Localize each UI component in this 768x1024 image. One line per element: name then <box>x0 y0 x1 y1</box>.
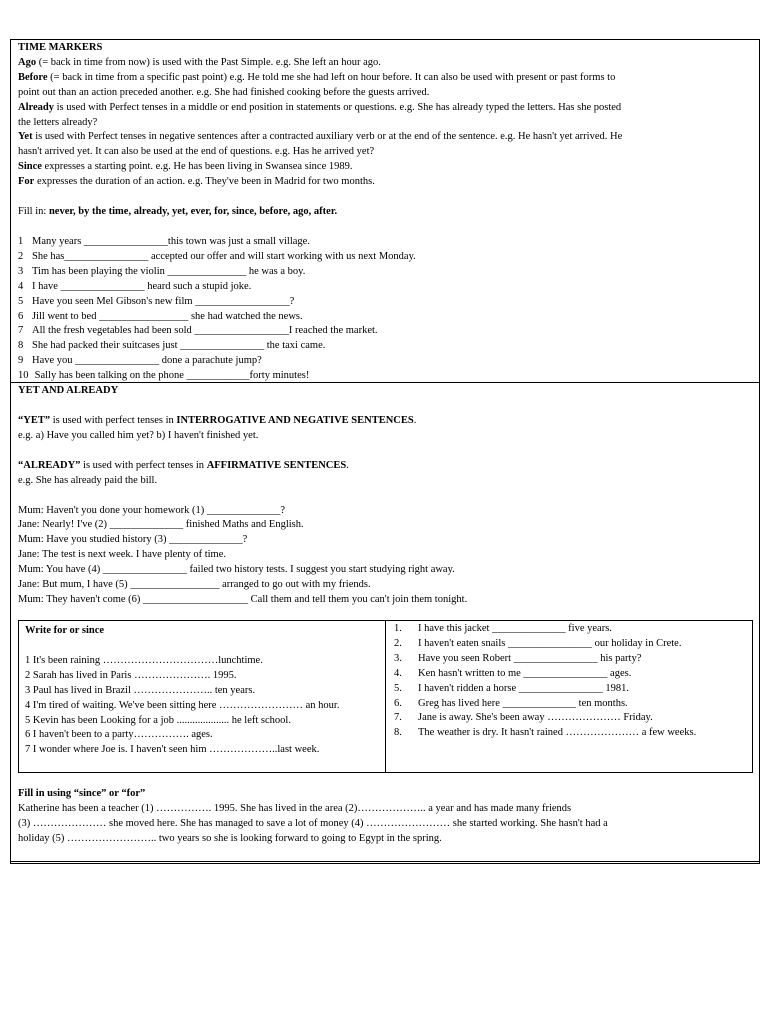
final-heading: Fill in using “since” or “for” <box>18 788 146 799</box>
section-heading-time-markers: TIME MARKERS <box>18 42 103 53</box>
for-since-right-item <box>394 711 746 726</box>
exercise-item <box>18 280 752 295</box>
for-since-table <box>18 620 753 773</box>
definition-term: Ago <box>18 56 37 68</box>
for-since-left-column <box>19 621 386 772</box>
definition-line <box>18 145 752 160</box>
definition-text: (= back in time from a specific past point) e.g. He told me she had left on hour before. It can also be used with present or past forms to <box>47 71 616 83</box>
item-number: 2. <box>394 637 402 649</box>
item-text: I have this jacket ______________ five years. <box>418 623 612 634</box>
exercise-item <box>18 295 752 310</box>
item-number: 1. <box>394 623 402 634</box>
final-paragraph <box>18 802 753 847</box>
definition-text: (= back in time from now) is used with the Past Simple. e.g. She left an hour ago. <box>36 56 381 68</box>
exercise-text: Tim has been playing the violin _______________ he was a boy. <box>32 265 306 277</box>
dialogue-line: Jane: The test is next week. I have plenty of time. <box>18 549 226 561</box>
exercise-text: She has________________ accepted our offer and will start working with us next Monday. <box>32 250 416 262</box>
since-for-paragraph-exercise <box>18 787 753 847</box>
item-text: The weather is dry. It hasn't rained ………………… a few weeks. <box>418 727 697 739</box>
definition-term: Before <box>18 71 48 83</box>
for-since-left-item: 3 Paul has lived in Brazil ………………….. ten years. <box>25 684 256 696</box>
item-number: 7. <box>394 712 402 724</box>
exercise-number: 4 <box>18 280 24 292</box>
for-since-left-item: 1 It's been raining ……………………………lunchtime. <box>25 654 263 666</box>
definitions-list <box>18 56 752 190</box>
dialogue-line: Jane: But mum, I have (5) _________________ arranged to go out with my friends. <box>18 579 371 591</box>
exercise-item <box>18 354 752 369</box>
for-since-left-item: 2 Sarah has lived in Paris …………………. 1995. <box>25 669 237 681</box>
for-since-right-item <box>394 667 746 682</box>
item-text: Greg has lived here ______________ ten months. <box>418 697 628 709</box>
for-since-right-item <box>394 682 746 697</box>
time-markers-section <box>10 39 760 383</box>
dialogue-line: Mum: You have (4) ________________ failed two history tests. I suggest you start studying right away. <box>18 564 455 576</box>
definition-term: Already <box>18 101 54 113</box>
exercise-number: 7 <box>18 325 24 337</box>
exercise-number: 8 <box>18 340 24 352</box>
yet-already-section <box>10 382 760 862</box>
for-since-left-list <box>25 654 379 758</box>
definition-text: is used with Perfect tenses in negative sentences after a contracted auxiliary verb or at the end of the sentence. e.g. He hasn't yet arrived. He <box>32 131 623 143</box>
exercise-number: 1 <box>18 235 24 247</box>
for-since-left-item: 6 I haven't been to a party……………. ages. <box>25 729 213 741</box>
dialogue-line: Mum: Haven't you done your homework (1) ______________? <box>18 504 285 516</box>
definition-text: point out than an action preceded another. e.g. She had finished cooking before the guests arrived. <box>18 86 430 98</box>
item-number: 5. <box>394 682 402 694</box>
definition-text: hasn't arrived yet. It can also be used at the end of questions. e.g. Has he arrived yet? <box>18 146 375 158</box>
for-since-left-item: 4 I'm tired of waiting. We've been sitting here …………………… an hour. <box>25 699 340 711</box>
for-since-right-item <box>394 697 746 712</box>
paragraph-line: Katherine has been a teacher (1) ……………. 1995. She has lived in the area (2)……………….. a year and has made many friends <box>18 802 572 814</box>
yet-rule: “YET” is used with perfect tenses in INTERROGATIVE AND NEGATIVE SENTENCES. <box>18 414 417 426</box>
definition-term: For <box>18 176 35 188</box>
definition-line <box>18 175 752 190</box>
item-text: Have you seen Robert ________________ his party? <box>418 652 642 664</box>
for-since-right-item <box>394 726 746 741</box>
definition-term: Yet <box>18 131 33 143</box>
dialogue-line: Mum: They haven't come (6) ____________________ Call them and tell them you can't join them tonight. <box>18 593 468 605</box>
exercise-text: Have you seen Mel Gibson's new film __________________? <box>32 295 295 307</box>
exercise-number: 10 <box>18 370 29 382</box>
for-since-heading: Write for or since <box>25 625 105 636</box>
exercise-number: 3 <box>18 265 24 277</box>
definition-line <box>18 101 752 116</box>
already-rule: “ALREADY” is used with perfect tenses in AFFIRMATIVE SENTENCES. <box>18 459 349 471</box>
exercise-item <box>18 324 752 339</box>
definition-text: expresses a starting point. e.g. He has been living in Swansea since 1989. <box>41 161 353 173</box>
for-since-right-item <box>394 652 746 667</box>
exercise-item <box>18 235 752 250</box>
dialogue-line: Mum: Have you studied history (3) ______________? <box>18 534 248 546</box>
exercise-list-time-markers <box>18 235 752 384</box>
item-text: I haven't ridden a horse ________________ 1981. <box>418 682 629 694</box>
definition-line <box>18 56 752 71</box>
definition-text: is used with Perfect tenses in a middle or end position in statements or questions. e.g. She has already typed the letters. Has she posted <box>53 101 622 113</box>
definition-line <box>18 160 752 175</box>
item-number: 3. <box>394 652 402 664</box>
exercise-number: 5 <box>18 295 24 307</box>
definition-line <box>18 71 752 86</box>
exercise-item <box>18 339 752 354</box>
section-heading-yet-already: YET AND ALREADY <box>18 385 119 396</box>
definition-text: expresses the duration of an action. e.g. They've been in Madrid for two months. <box>34 176 375 188</box>
exercise-text: All the fresh vegetables had been sold __________________I reached the market. <box>32 325 378 337</box>
definition-line <box>18 86 752 101</box>
definition-line <box>18 116 752 131</box>
dialogue-line: Jane: Nearly! I've (2) ______________ finished Maths and English. <box>18 519 304 531</box>
exercise-number: 9 <box>18 355 24 367</box>
item-text: Ken hasn't written to me ________________ ages. <box>418 667 632 679</box>
exercise-item <box>18 250 752 265</box>
exercise-text: Sally has been talking on the phone ____________forty minutes! <box>32 370 310 382</box>
exercise-number: 6 <box>18 310 24 322</box>
item-number: 8. <box>394 727 402 739</box>
for-since-left-item: 7 I wonder where Joe is. I haven't seen him ………………..last week. <box>25 744 320 756</box>
exercise-number: 2 <box>18 250 24 262</box>
exercise-text: Jill went to bed _________________ she had watched the news. <box>32 310 303 322</box>
item-text: Jane is away. She's been away ………………… Friday. <box>418 712 653 724</box>
exercise-item <box>18 265 752 280</box>
paragraph-line: holiday (5) …………………….. two years so she is looking forward to going to Egypt in the spring. <box>18 832 442 844</box>
fill-in-instruction: Fill in: never, by the time, already, yet, ever, for, since, before, ago, after. <box>18 206 338 218</box>
item-number: 6. <box>394 697 402 709</box>
definition-line <box>18 130 752 145</box>
for-since-right-item <box>394 637 746 652</box>
for-since-right-item <box>394 622 746 637</box>
exercise-text: She had packed their suitcases just ________________ the taxi came. <box>32 340 326 352</box>
for-since-left-item: 5 Kevin has been Looking for a job .................... he left school. <box>25 714 291 726</box>
dialogue-exercise <box>18 504 752 608</box>
bottom-border <box>10 862 760 864</box>
for-since-right-list <box>394 622 746 741</box>
item-text: I haven't eaten snails ________________ our holiday in Crete. <box>418 637 682 649</box>
exercise-item <box>18 310 752 325</box>
definition-text: the letters already? <box>18 116 98 128</box>
already-example: e.g. She has already paid the bill. <box>18 474 158 486</box>
yet-example: e.g. a) Have you called him yet? b) I haven't finished yet. <box>18 429 259 441</box>
definition-term: Since <box>18 161 42 173</box>
exercise-text: Have you ________________ done a parachute jump? <box>32 355 262 367</box>
exercise-text: I have ________________ heard such a stupid joke. <box>32 280 252 292</box>
for-since-right-column <box>386 621 752 772</box>
paragraph-line: (3) ………………… she moved here. She has managed to save a lot of money (4) …………………… she started working. She hasn't had a <box>18 817 608 829</box>
exercise-text: Many years ________________this town was just a small village. <box>32 235 310 247</box>
item-number: 4. <box>394 667 402 679</box>
